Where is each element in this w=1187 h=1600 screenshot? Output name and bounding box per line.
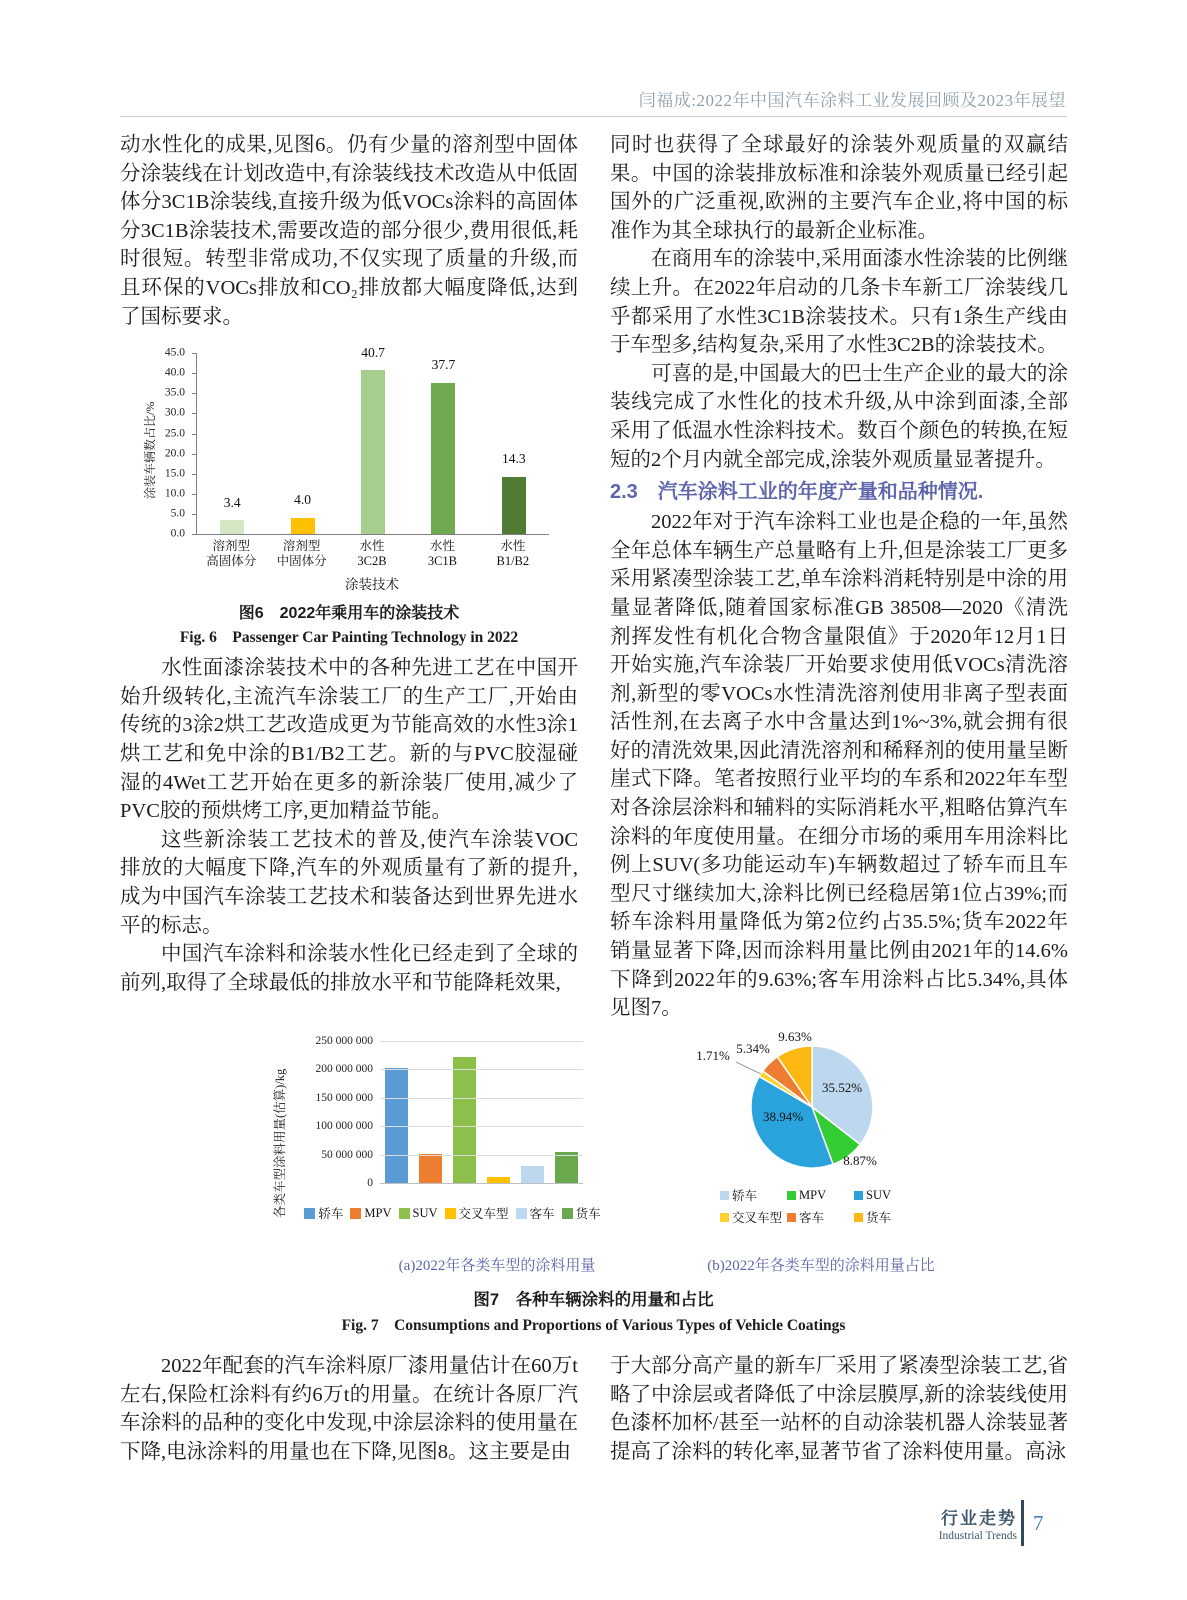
legend-swatch <box>720 1213 729 1222</box>
y-tick-mark <box>192 413 197 414</box>
fig6-caption-zh: 图6 2022年乘用车的涂装技术 <box>238 605 460 623</box>
y-tick-label: 35.0 <box>164 387 185 400</box>
category-label: 水性 B1/B2 <box>496 539 530 569</box>
bar-溶剂型 <box>291 518 315 534</box>
bar-水性 <box>502 477 526 535</box>
legend-swatch <box>516 1208 527 1219</box>
y-tick-label: 200 000 000 <box>315 1063 373 1076</box>
fig7-caption-en: Fig. 7 Consumptions and Proportions of Various Types of Vehicle Coatings <box>341 1317 846 1334</box>
pie-label-货车: 9.63% <box>778 1029 812 1044</box>
category-label: 水性 3C2B <box>357 539 387 569</box>
bottom-left-column <box>120 1352 578 1466</box>
legend-label: MPV <box>799 1187 827 1202</box>
figure-6 <box>120 341 578 648</box>
y-tick-label: 0.0 <box>170 527 185 540</box>
fig6-category-labels <box>196 539 548 569</box>
y-tick-mark <box>192 353 197 354</box>
bar-客车 <box>521 1166 544 1183</box>
bar-SUV <box>453 1057 476 1183</box>
footer-section-zh: 行业走势 <box>941 1509 1017 1528</box>
bar-slot <box>380 1041 414 1183</box>
paragraph: 这些新涂装工艺技术的普及,使汽车涂装VOC排放的大幅度下降,汽车的外观质量有了新的提升,成为中国汽车涂装工艺技术和装备达到世界先进水平的标志。 <box>120 828 578 937</box>
bottom-right-column <box>610 1352 1068 1466</box>
legend-label: 货车 <box>575 1207 601 1221</box>
legend-label: 货车 <box>866 1211 892 1225</box>
bar-value-label: 14.3 <box>502 451 526 467</box>
legend-row <box>720 1184 970 1206</box>
legend-row <box>720 1206 970 1228</box>
fig6-y-axis-label: 涂装车辆数占比/% <box>143 401 157 500</box>
y-tick-mark <box>192 534 197 535</box>
fig7a-subcaption: (a)2022年各类车型的涂料用量 <box>398 1258 596 1274</box>
left-column <box>120 131 578 997</box>
right-column <box>610 131 1068 1023</box>
paragraph: 水性面漆涂装技术中的各种先进工艺在中国开始升级转化,主流汽车涂装工厂的生产工厂,开始由传统的3涂2烘工艺改造成更为节能高效的水性3涂1烘工艺和免中涂的B1/B2工艺。新的与PVC胶湿碰湿的4Wet工艺开始在更多的新涂装厂使用,减少了PVC胶的预烘烤工序,更加精益节能。 <box>120 657 578 823</box>
pie-label-MPV: 8.87% <box>843 1153 877 1168</box>
bar-slot <box>197 353 267 534</box>
legend-item <box>854 1208 921 1226</box>
category-label: 水性 3C1B <box>427 539 458 569</box>
legend-label: SUV <box>866 1187 892 1202</box>
fig7b-subcaption: (b)2022年各类车型的涂料用量占比 <box>707 1258 935 1274</box>
legend-label: 交叉车型 <box>458 1207 509 1221</box>
legend-item <box>399 1204 438 1222</box>
paragraph: 同时也获得了全球最好的涂装外观质量的双赢结果。中国的涂装排放标准和涂装外观质量已经引起国外的广泛重视,欧洲的主要汽车企业,将中国的标准作为其全球执行的最新企业标准。 <box>610 134 1068 242</box>
legend-item <box>787 1188 854 1203</box>
pie-chart-svg <box>680 1012 960 1180</box>
y-tick-label: 10.0 <box>164 487 185 500</box>
y-tick-label: 50 000 000 <box>321 1148 373 1161</box>
legend-swatch <box>399 1208 410 1219</box>
gridline <box>380 1041 583 1042</box>
y-tick-label: 5.0 <box>170 507 185 520</box>
legend-label: SUV <box>412 1205 438 1220</box>
fig6-plot-area <box>196 344 549 535</box>
category-label: 溶剂型 中固体分 <box>276 539 327 569</box>
pie-label-交叉车型: 1.71% <box>696 1048 730 1063</box>
gridline <box>380 1069 583 1070</box>
bar-slot <box>479 353 549 534</box>
fig7a-bar-chart <box>250 1000 650 1235</box>
y-tick-label: 150 000 000 <box>315 1091 373 1104</box>
section-heading-2-3: 2.3 汽车涂料工业的年度产量和品种情况. <box>610 481 984 504</box>
bar-slot <box>267 353 337 534</box>
y-tick-mark <box>192 434 197 435</box>
fig6-caption <box>120 603 578 648</box>
bar-货车 <box>555 1152 578 1183</box>
bar-交叉车型 <box>487 1177 510 1183</box>
paragraph: 在商用车的涂装中,采用面漆水性涂装的比例继续上升。在2022年启动的几条卡车新工厂涂装线几乎都采用了水性3C1B涂装技术。只有1条生产线由于车型多,结构复杂,采用了水性3C2B的涂装技术。 <box>610 248 1068 357</box>
bar-slot <box>481 1041 515 1183</box>
footer-section-en: Industrial Trends <box>938 1530 1017 1542</box>
legend-item <box>516 1204 555 1222</box>
pie-label-客车: 5.34% <box>736 1041 770 1056</box>
page-number: 7 <box>1033 1510 1044 1535</box>
y-tick-mark <box>192 514 197 515</box>
y-tick-mark <box>192 393 197 394</box>
legend-item <box>854 1188 921 1203</box>
fig6-caption-en: Fig. 6 Passenger Car Painting Technology in 2022 <box>179 629 519 647</box>
fig7a-legend <box>255 1204 650 1222</box>
y-tick-mark <box>192 373 197 374</box>
paragraph: 中国汽车涂料和涂装水性化已经走到了全球的前列,取得了全球最低的排放水平和节能降耗效果, <box>120 943 578 994</box>
bar-slot <box>408 353 478 534</box>
bar-slot <box>515 1041 549 1183</box>
fig7-caption-zh: 图7 各种车辆涂料的用量和占比 <box>473 1291 714 1309</box>
fig7a-y-axis-label: 各类车型涂料用量(估算)/kg <box>273 1068 287 1218</box>
fig7a-plot-area <box>380 1041 583 1184</box>
bar-MPV <box>419 1154 442 1183</box>
pie-leader-line <box>736 1062 761 1074</box>
legend-item <box>562 1204 601 1222</box>
y-tick-label: 25.0 <box>164 427 185 440</box>
bar-slot <box>414 1041 448 1183</box>
legend-label: 客车 <box>799 1211 825 1225</box>
fig7b-legend <box>720 1184 970 1228</box>
fig7a-y-ticks <box>288 1035 376 1189</box>
legend-item <box>304 1204 343 1222</box>
legend-label: 客车 <box>529 1207 555 1221</box>
legend-swatch <box>720 1191 729 1200</box>
paragraph: 于大部分高产量的新车厂采用了紧凑型涂装工艺,省略了中涂层或者降低了中涂层膜厚,新的涂装线使用色漆杯加杯/甚至一站杯的自动涂装机器人涂装显著提高了涂料的转化率,显著节省了涂料使用量。高泳 <box>610 1355 1068 1463</box>
legend-swatch <box>787 1213 796 1222</box>
y-tick-mark <box>192 494 197 495</box>
page-footer <box>845 1500 1075 1546</box>
legend-swatch <box>787 1191 796 1200</box>
legend-swatch <box>854 1191 863 1200</box>
legend-swatch <box>350 1208 361 1219</box>
gridline <box>380 1098 583 1099</box>
legend-label: 轿车 <box>318 1207 344 1221</box>
bar-value-label: 40.7 <box>361 344 385 360</box>
legend-label: MPV <box>364 1205 392 1220</box>
category-label: 溶剂型 高固体分 <box>206 539 257 569</box>
bar-slot <box>448 1041 482 1183</box>
bar-溶剂型 <box>220 520 244 534</box>
legend-item <box>787 1208 854 1226</box>
bar-value-label: 3.4 <box>223 494 241 510</box>
gridline <box>380 1155 583 1156</box>
paragraph: 2022年配套的汽车涂料原厂漆用量估计在60万t左右,保险杠涂料有约6万t的用量。在统计各原厂汽车涂料的品种的变化中发现,中涂层涂料的使用量在下降,电泳涂料的用量也在下降,见图8。这主要是由 <box>120 1355 578 1463</box>
legend-item <box>350 1204 391 1222</box>
paragraph: 动水性化的成果,见图6。仍有少量的溶剂型中固体分涂装线在计划改造中,有涂装线技术改造从中低固体分3C1B涂装线,直接升级为低VOCs涂料的高固体分3C1B涂装技术,需要改造的部分很少,费用很低,耗时很短。转型非常成功,不仅实现了质量的升级,而且环保的VOCs排放和CO₂排放都大幅度降低,达到了国标要求。 <box>120 134 578 328</box>
legend-swatch <box>562 1208 573 1219</box>
fig6-y-ticks <box>148 346 188 540</box>
fig6-bar-chart <box>120 341 578 591</box>
bar-slot <box>549 1041 583 1183</box>
y-tick-label: 20.0 <box>164 447 185 460</box>
legend-label: 交叉车型 <box>732 1211 783 1225</box>
legend-swatch <box>304 1208 315 1219</box>
y-tick-label: 45.0 <box>164 346 185 359</box>
header-rule <box>120 116 1067 117</box>
legend-swatch <box>854 1213 863 1222</box>
legend-item <box>445 1204 509 1222</box>
legend-swatch <box>445 1208 456 1219</box>
y-tick-label: 100 000 000 <box>315 1120 373 1133</box>
y-tick-label: 15.0 <box>164 467 185 480</box>
legend-label: 轿车 <box>732 1189 758 1203</box>
footer-divider <box>1021 1500 1024 1546</box>
y-tick-label: 0 <box>367 1177 373 1189</box>
bar-value-label: 4.0 <box>294 492 312 508</box>
legend-item <box>720 1186 787 1204</box>
bar-水性 <box>431 383 455 535</box>
fig6-x-axis-label: 涂装技术 <box>345 577 399 593</box>
y-tick-mark <box>192 474 197 475</box>
running-title: 闫福成:2022年中国汽车涂料工业发展回顾及2023年展望 <box>638 91 1066 110</box>
paragraph: 可喜的是,中国最大的巴士生产企业的最大的涂装线完成了水性化的技术升级,从中涂到面漆,全部采用了低温水性涂料技术。数百个颜色的转换,在短短的2个月内就全部完成,涂装外观质量显著提升。 <box>610 362 1068 471</box>
y-tick-label: 30.0 <box>164 407 185 420</box>
paragraph: 2022年对于汽车涂料工业也是企稳的一年,虽然全年总体车辆生产总量略有上升,但是涂装工厂更多采用紧凑型涂装工艺,单车涂料消耗特别是中涂的用量显著降低,随着国家标准GB 38508—2020《清洗剂挥发性有机化合物含量限值》于2020年12月1日开始实施,汽车涂装厂开始要求使用低VOCs清洗溶剂,新型的零VOCs水性清洗溶剂使用非离子型表面活性剂,在去离子水中含量达到1%~3%,就会拥有很好的清洗效果,因此清洗溶剂和稀释剂的使用量呈断崖式下降。笔者按照行业平均的车系和2022年车型对各涂层涂料和辅料的实际消耗水平,粗略估算汽车涂料的年度使用量。在细分市场的乘用车用涂料比例上SUV(多功能运动车)车辆数超过了轿车而且车型尺寸继续加大,涂料比例已经稳居第1位占39%;而轿车涂料用量降低为第2位约占35.5%;货车2022年销量显著下降,因而涂料用量比例由2021年的14.6%下降到2022年的9.63%;客车用涂料占比5.34%,具体见图7。 <box>610 511 1068 1020</box>
y-tick-label: 250 000 000 <box>315 1035 373 1047</box>
gridline <box>380 1126 583 1127</box>
y-tick-label: 40.0 <box>164 366 185 379</box>
figure-7 <box>120 1000 1067 1340</box>
footer-section <box>845 1504 1017 1542</box>
legend-item <box>720 1208 787 1226</box>
pie-label-轿车: 35.52% <box>821 1080 863 1095</box>
bar-value-label: 37.7 <box>431 356 456 372</box>
y-tick-mark <box>192 454 197 455</box>
bar-slot <box>338 344 408 534</box>
bar-水性 <box>361 370 385 534</box>
fig7b-pie-chart <box>640 1000 970 1228</box>
pie-label-SUV: 38.94% <box>762 1109 804 1124</box>
